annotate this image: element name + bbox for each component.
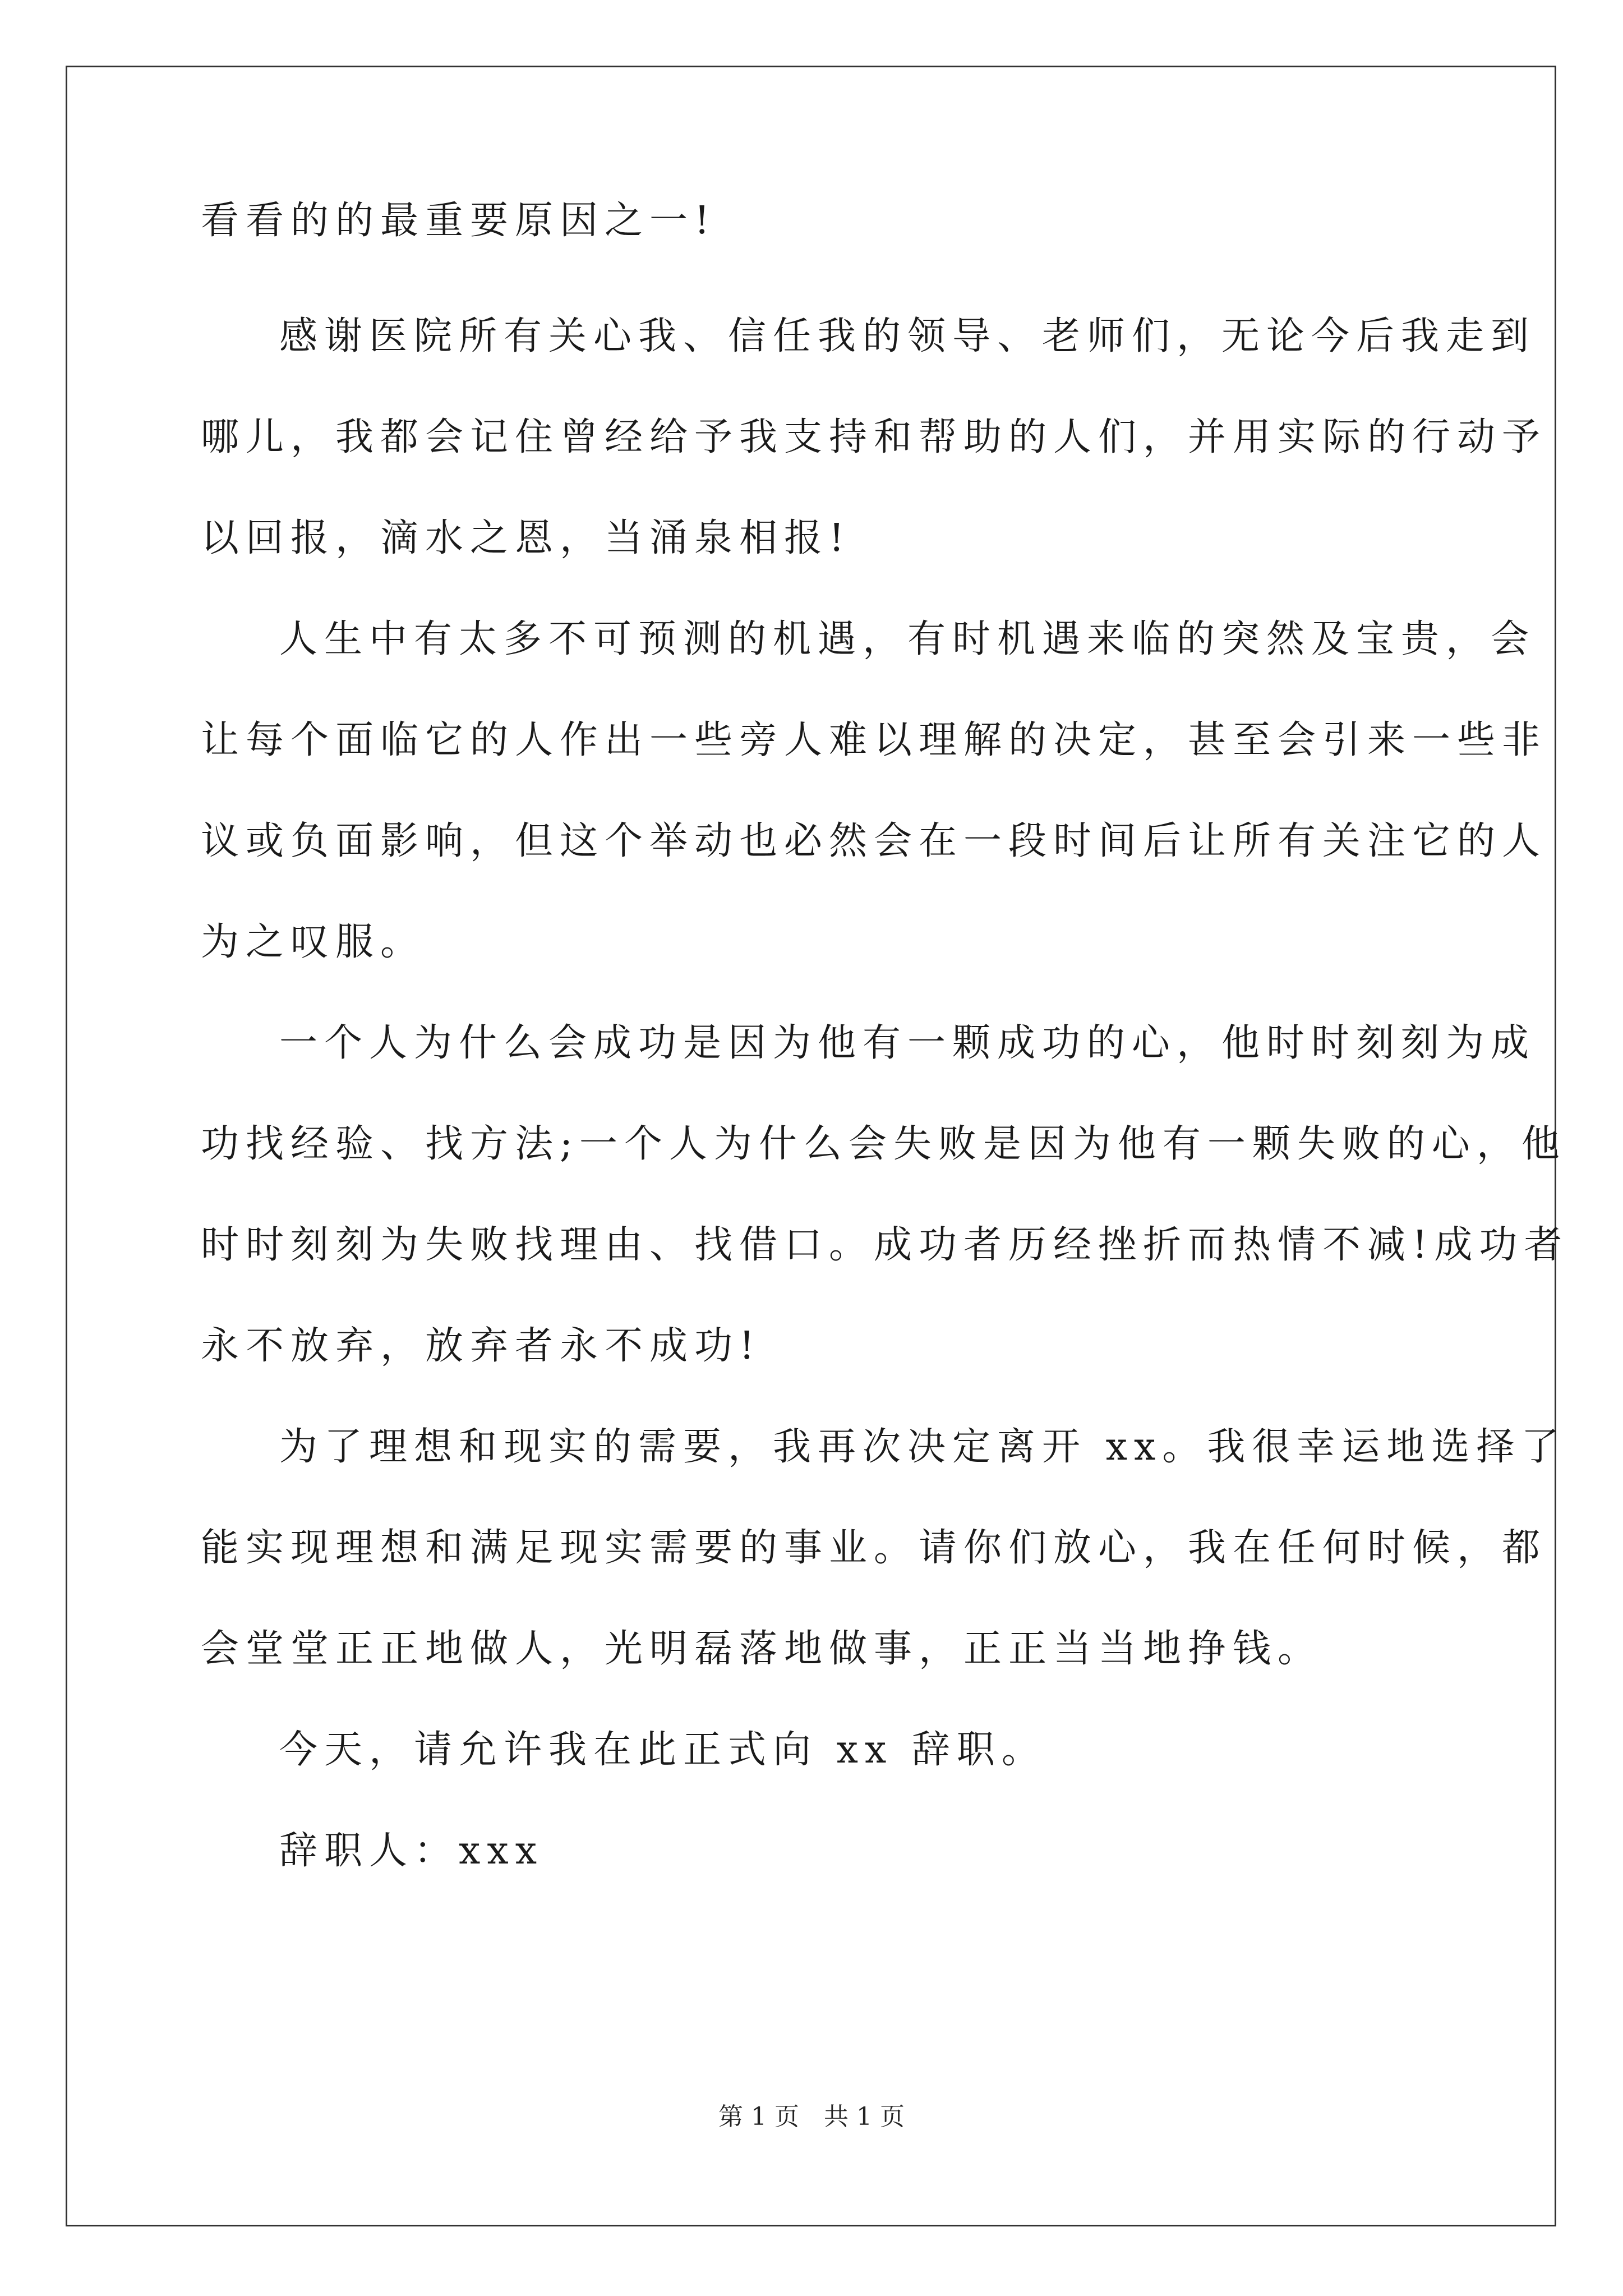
text-line: 人生中有太多不可预测的机遇，有时机遇来临的突然及宝贵，会 bbox=[279, 617, 1536, 661]
text-line: 让每个面临它的人作出一些旁人难以理解的决定，甚至会引来一些非 bbox=[201, 718, 1547, 762]
text-line: 时时刻刻为失败找理由、找借口。成功者历经挫折而热情不减!成功者 bbox=[201, 1223, 1569, 1267]
text-line: 功找经验、找方法;一个人为什么会失败是因为他有一颗失败的心，他 bbox=[201, 1122, 1566, 1166]
text-line: 能实现理想和满足现实需要的事业。请你们放心，我在任何时候，都 bbox=[201, 1526, 1547, 1570]
text-line: 感谢医院所有关心我、信任我的领导、老师们，无论今后我走到 bbox=[279, 314, 1536, 358]
text-line: 为之叹服。 bbox=[201, 920, 426, 964]
text-line: 今天，请允许我在此正式向 xx 辞职。 bbox=[279, 1728, 1046, 1772]
text-line: 哪儿，我都会记住曾经给予我支持和帮助的人们，并用实际的行动予 bbox=[201, 415, 1547, 459]
text-line: 为了理想和现实的需要，我再次决定离开 xx。我很幸运地选择了 bbox=[279, 1425, 1566, 1469]
text-line: 一个人为什么会成功是因为他有一颗成功的心，他时时刻刻为成 bbox=[279, 1021, 1536, 1065]
text-line: 以回报，滴水之恩，当涌泉相报! bbox=[201, 516, 851, 560]
text-line: 议或负面影响，但这个举动也必然会在一段时间后让所有关注它的人 bbox=[201, 819, 1547, 863]
signature-line: 辞职人：xxx bbox=[279, 1829, 544, 1873]
text-line: 看看的的最重要原因之一! bbox=[201, 199, 717, 243]
page-footer: 第 1 页 共 1 页 bbox=[718, 2102, 905, 2131]
text-line: 永不放弃，放弃者永不成功! bbox=[201, 1324, 762, 1368]
text-line: 会堂堂正正地做人，光明磊落地做事，正正当当地挣钱。 bbox=[201, 1627, 1323, 1671]
